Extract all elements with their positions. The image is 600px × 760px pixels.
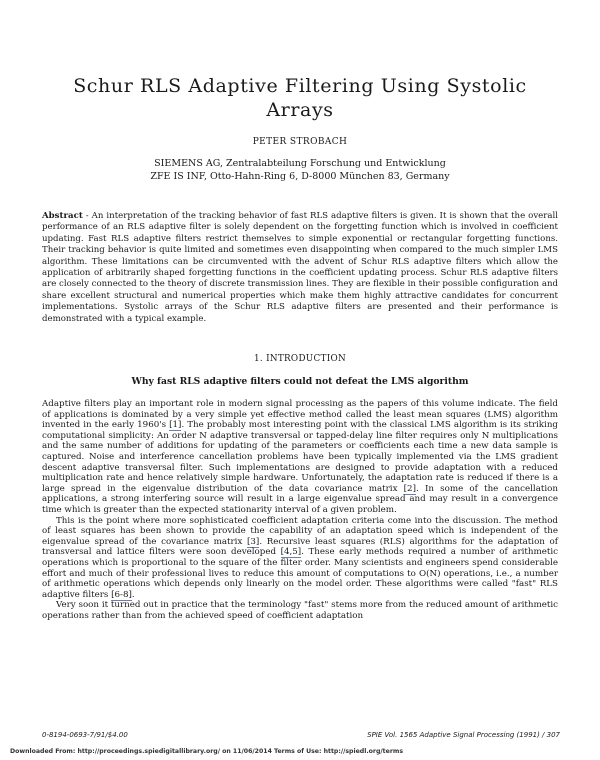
paper-title: Schur RLS Adaptive Filtering Using Systolic Arrays: [73, 75, 527, 121]
paragraph-2: This is the point where more sophisticated coefficient adaptation criteria come into the discussion. The method of least squares has been shown to provide the capability of an adaptation speed which is independent of the eigenvalue spread of the covariance matrix [3]. Recursive least squares (RLS) algorithms for the adaptation of transversal and lattice filters were soon developed [4,5]. These early methods required a number of arithmetic operations which is proportional to the square of the filter order. Many scientists and engineers spend considerable effort and much of their professional lives to reduce this amount of computations to O(N) operations, i.e., a number of arithmetic operations which depends only linearly on the model order. These algorithms were called "fast" RLS adaptive filters [6-8].: [42, 515, 558, 600]
section-heading: 1. INTRODUCTION: [253, 354, 346, 364]
author-name: PETER STROBACH: [252, 137, 348, 147]
footer-journal: SPIE Vol. 1565 Adaptive Signal Processing (1991) / 307: [367, 731, 560, 739]
body-text: [42, 399, 558, 621]
citation-link[interactable]: [6-8]: [111, 589, 132, 600]
affiliation-line-1: SIEMENS AG, Zentralabteilung Forschung und Entwicklung: [154, 158, 446, 169]
abstract-label: Abstract: [42, 211, 83, 221]
affiliation-line-2: ZFE IS INF, Otto-Hahn-Ring 6, D-8000 München 83, Germany: [150, 170, 450, 182]
affiliation: [0, 158, 600, 183]
abstract-text: - An interpretation of the tracking behavior of fast RLS adaptive filters is given. It is shown that the overall performance of an RLS adaptive filter is solely dependent on the forgetting function which is involved in coefficient updating. Fast RLS adaptive filters restrict themselves to simple exponential or rectangular forgetting functions. Their tracking behavior is quite limited and sometimes even disappointing when compared to the much simpler LMS algorithm. These limitations can be circumvented with the advent of Schur RLS adaptive filters which allow the application of arbitrarily shaped forgetting functions in the coefficient updating process. Schur RLS adaptive filters are closely connected to the theory of discrete transmission lines. They are flexible in their possible configuration and share excellent structural and numerical properties which make them highly attractive candidates for concurrent implementations. Systolic arrays of the Schur RLS adaptive filters are presented and their performance is demonstrated with a typical example.: [42, 211, 558, 324]
download-notice: Downloaded From: http://proceedings.spiedigitallibrary.org/ on 11/06/2014 Terms of Use: http://spiedl.org/terms: [10, 748, 404, 755]
footer-isbn: 0-8194-0693-7/91/$4.00: [42, 731, 128, 739]
subsection-heading: Why fast RLS adaptive filters could not defeat the LMS algorithm: [131, 376, 469, 387]
citation-link[interactable]: [4,5]: [280, 547, 302, 558]
paragraph-3: Very soon it turned out in practice that the terminology "fast" stems more from the reduced amount of arithmetic operations rather than from the achieved speed of coefficient adaptation: [42, 600, 558, 621]
citation-link[interactable]: [1]: [169, 420, 182, 431]
citation-link[interactable]: [2]: [403, 483, 416, 494]
paragraph-1: Adaptive filters play an important role in modern signal processing as the papers of this volume indicate. The field of applications is dominated by a very simple yet effective method called the least mean squares (LMS) algorithm invented in the early 1960's [1]. The probably most interesting point with the classical LMS algorithm is its striking computational simplicity: An order N adaptive transversal or tapped-delay line filter requires only N multiplications and the same number of additions for updating of the parameters or coefficients each time a new data sample is captured. Noise and interference cancellation problems have been typically implemented via the LMS gradient descent adaptive transversal filter. Such implementations are designed to provide adaptation with a reduced multiplication rate and hence relatively simple hardware. Unfortunately, the adaptation rate is reduced if there is a large spread in the eigenvalue distribution of the data covariance matrix [2]. In some of the cancellation applications, a strong interfering source will result in a large eigenvalue spread and may result in a convergence time which is greater than the expected stationarity interval of a given problem.: [42, 399, 558, 515]
citation-link[interactable]: [3]: [247, 536, 260, 547]
abstract: [42, 211, 558, 325]
